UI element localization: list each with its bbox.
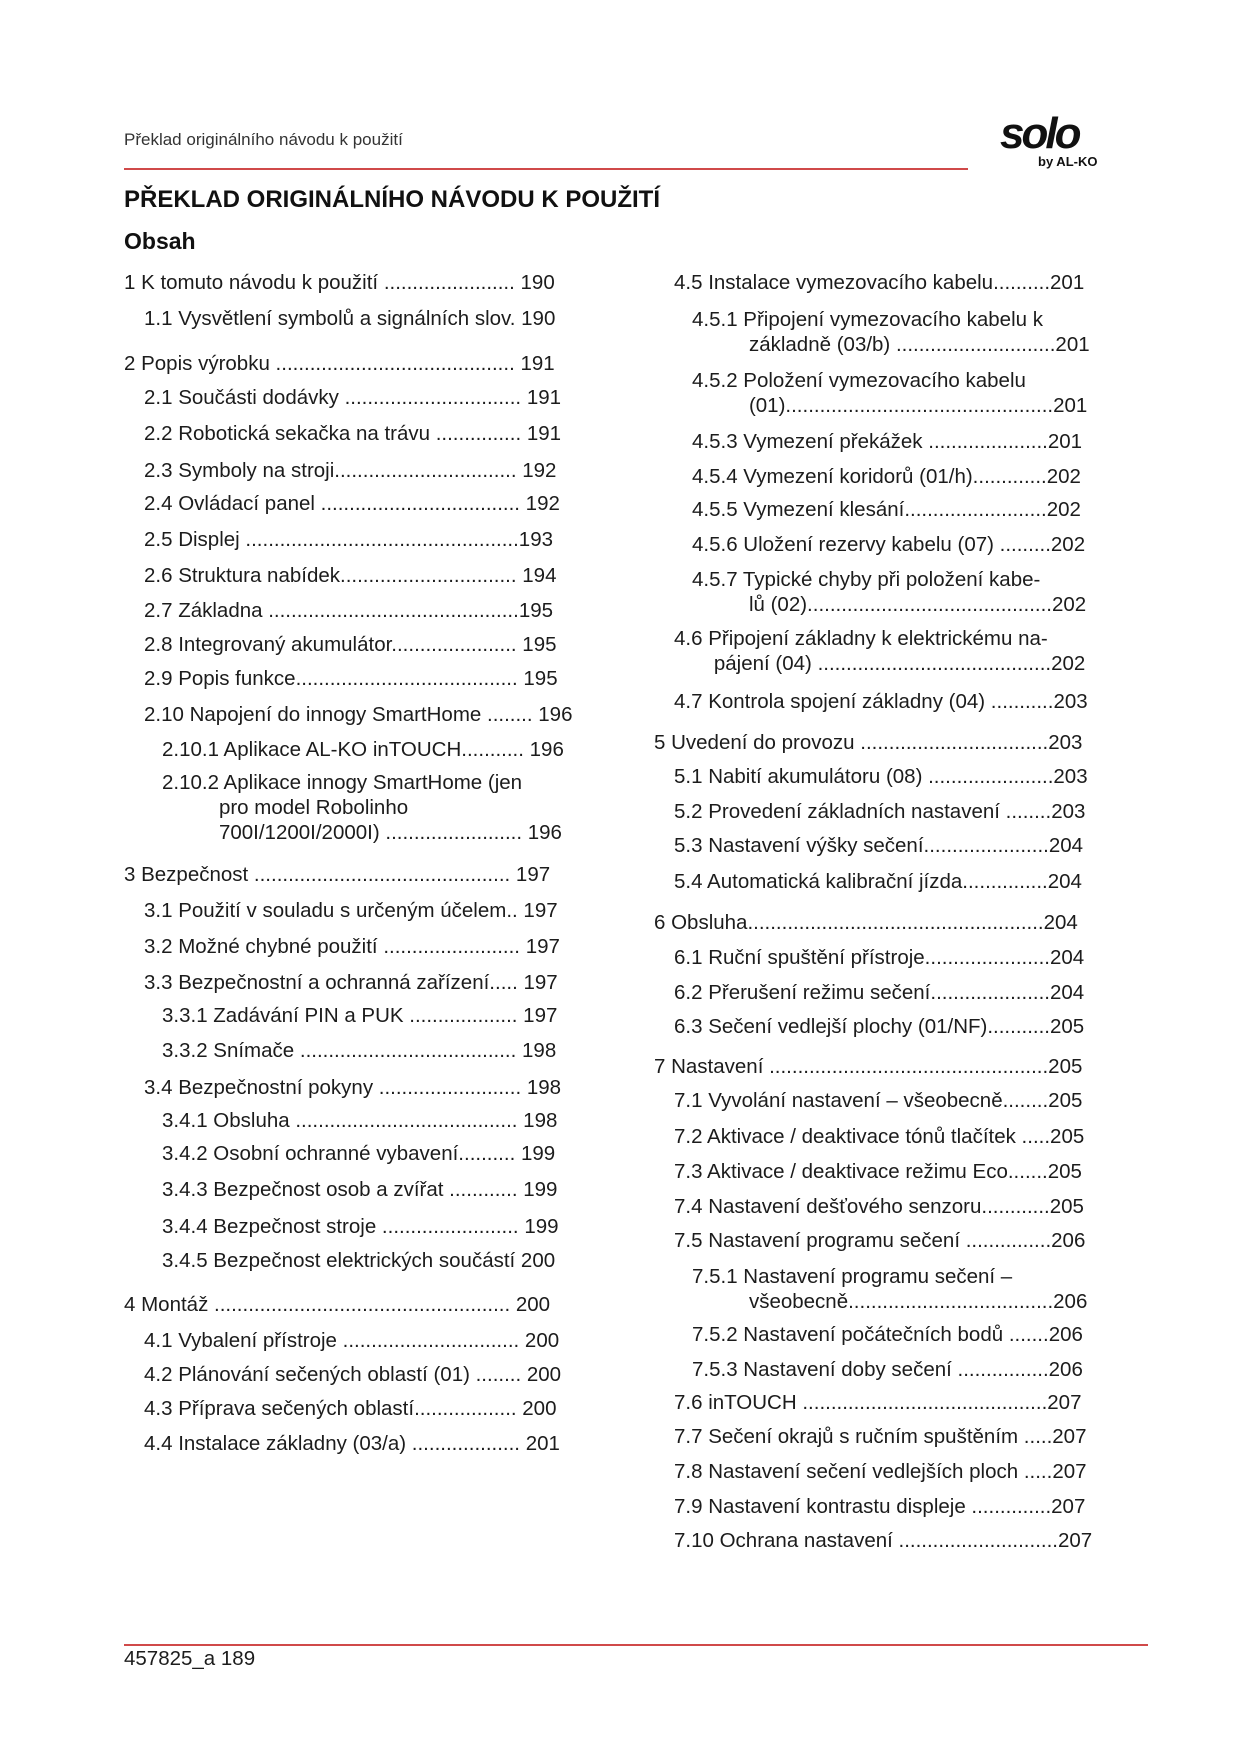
toc-entry-line: 5.2 Provedení základních nastavení ........203 [674,800,1086,823]
toc-entry-line: 7.5.1 Nastavení programu sečení – [692,1265,1013,1288]
footer-divider [124,1644,1148,1646]
toc-entry-line: 2.6 Struktura nabídek............................... 194 [144,564,557,587]
toc-entry-line: pro model Robolinho [162,796,409,819]
toc-entry-line: 6 Obsluha....................................................204 [654,911,1078,934]
toc-entry-line: 4.2 Plánování sečených oblastí (01) ........ 200 [144,1363,562,1386]
toc-entry-line: 3.1 Použití v souladu s určeným účelem.. 197 [144,899,558,922]
toc-entry-line: pájení (04) .........................................202 [674,652,1086,675]
solo-logo [1000,108,1120,174]
toc-entry-line: (01)...............................................201 [692,394,1088,417]
toc-entry-line: 2.7 Základna ............................................195 [144,599,554,622]
toc-entry-line: 3.3.1 Zadávání PIN a PUK ................... 197 [162,1004,558,1027]
toc-entry-line: 7.9 Nastavení kontrastu displeje ..............207 [674,1495,1086,1518]
toc-entry-line: 3.3.2 Snímače ...................................... 198 [162,1039,557,1062]
toc-entry-line: 5.3 Nastavení výšky sečení......................204 [674,834,1084,857]
toc-entry-line: 2.10 Napojení do innogy SmartHome ........ 196 [144,703,573,726]
toc-entry-line: 7.5.3 Nastavení doby sečení ................206 [692,1358,1083,1381]
toc-entry-line: 700I/1200I/2000I) ........................ 196 [162,821,562,844]
toc-entry-line: 4.6 Připojení základny k elektrickému na- [674,627,1048,650]
toc-entry-line: 4.5.3 Vymezení překážek .....................201 [692,430,1083,453]
toc-entry-line: 7.3 Aktivace / deaktivace režimu Eco.......205 [674,1160,1082,1183]
toc-entry-line: základně (03/b) ............................201 [692,333,1090,356]
logo-wordmark: solo [1000,109,1079,158]
toc-entry-line: 4.5.1 Připojení vymezovacího kabelu k [692,308,1043,331]
toc-entry-line: 2.9 Popis funkce....................................... 195 [144,667,558,690]
toc-entry-line: 4.4 Instalace základny (03/a) ................... 201 [144,1432,560,1455]
toc-entry-line: 7.2 Aktivace / deaktivace tónů tlačítek .....205 [674,1125,1085,1148]
toc-entry-line: 3.4.2 Osobní ochranné vybavení.......... 199 [162,1142,556,1165]
toc-entry-line: 2.8 Integrovaný akumulátor...................... 195 [144,633,557,656]
toc-entry-line: 3.4.3 Bezpečnost osob a zvířat ............ 199 [162,1178,558,1201]
toc-entry-line: 6.2 Přerušení režimu sečení.....................204 [674,981,1085,1004]
toc-heading: Obsah [124,228,196,254]
toc-entry-line: 2.5 Displej ................................................193 [144,528,553,551]
document-title: PŘEKLAD ORIGINÁLNÍHO NÁVODU K POUŽITÍ [124,186,661,213]
toc-entry-line: 1.1 Vysvětlení symbolů a signálních slov. 190 [144,307,556,330]
toc-entry-line: 4.1 Vybalení přístroje ............................... 200 [144,1329,560,1352]
toc-entry-line: 4.5 Instalace vymezovacího kabelu..........201 [674,271,1085,294]
toc-entry-line: 4.7 Kontrola spojení základny (04) ...........203 [674,690,1088,713]
toc-entry-line: 2.10.2 Aplikace innogy SmartHome (jen [162,771,523,794]
toc-entry-line: 3.4.1 Obsluha ....................................... 198 [162,1109,558,1132]
toc-entry-line: 2.10.1 Aplikace AL-KO inTOUCH........... 196 [162,738,564,761]
toc-entry-line: 6.3 Sečení vedlejší plochy (01/NF)...........205 [674,1015,1085,1038]
toc-entry-line: 2 Popis výrobku .......................................... 191 [124,352,555,375]
toc-entry-line: 2.4 Ovládací panel ................................... 192 [144,492,560,515]
toc-entry-line: 4.5.2 Položení vymezovacího kabelu [692,369,1026,392]
toc-entry-line: 2.2 Robotická sekačka na trávu ............... 191 [144,422,562,445]
toc-entry-line: 2.1 Součásti dodávky ............................... 191 [144,386,562,409]
toc-entry-line: 3 Bezpečnost ............................................. 197 [124,863,551,886]
toc-entry-line: 4.5.7 Typické chyby při položení kabe- [692,568,1041,591]
toc-entry-line: 3.2 Možné chybné použití ........................ 197 [144,935,560,958]
toc-entry-line: 7 Nastavení .................................................205 [654,1055,1083,1078]
toc-entry-line: 7.4 Nastavení dešťového senzoru............205 [674,1195,1084,1218]
toc-entry-line: 3.4.5 Bezpečnost elektrických součástí 200 [162,1249,556,1272]
toc-entry-line: 5.1 Nabití akumulátoru (08) ......................203 [674,765,1088,788]
toc-entry-line: 7.6 inTOUCH ...........................................207 [674,1391,1082,1414]
toc-entry-line: 2.3 Symboly na stroji................................ 192 [144,459,557,482]
footer-doc-code: 457825_a 189 [124,1647,256,1670]
toc-entry-line: lů (02)...........................................202 [692,593,1087,616]
toc-entry-line: 4.5.5 Vymezení klesání.........................202 [692,498,1081,521]
toc-entry-line: 7.5.2 Nastavení počátečních bodů .......206 [692,1323,1083,1346]
toc-entry-line: 4.3 Příprava sečených oblastí.................. 200 [144,1397,557,1420]
header-subtitle: Překlad originálního návodu k použití [124,130,403,149]
toc-entry-line: 3.3 Bezpečnostní a ochranná zařízení..... 197 [144,971,558,994]
toc-entry-line: 7.1 Vyvolání nastavení – všeobecně........205 [674,1089,1083,1112]
toc-entry-line: 7.7 Sečení okrajů s ručním spuštěním .....207 [674,1425,1087,1448]
logo-sub: by AL-KO [1038,154,1098,169]
toc-entry-line: 7.5 Nastavení programu sečení ...............206 [674,1229,1086,1252]
toc-entry-line: 4 Montáž .................................................... 200 [124,1293,551,1316]
toc-entry-line: 7.10 Ochrana nastavení ............................207 [674,1529,1093,1552]
toc-entry-line: 4.5.4 Vymezení koridorů (01/h).............202 [692,465,1081,488]
toc-entry-line: 1 K tomuto návodu k použití ....................... 190 [124,271,555,294]
toc-entry-line: všeobecně....................................206 [692,1290,1088,1313]
header-divider [124,168,968,170]
toc-entry-line: 5 Uvedení do provozu .................................203 [654,731,1083,754]
toc-entry-line: 4.5.6 Uložení rezervy kabelu (07) .........202 [692,533,1086,556]
toc-entry-line: 5.4 Automatická kalibrační jízda...............204 [674,870,1082,893]
toc-entry-line: 3.4 Bezpečnostní pokyny ......................... 198 [144,1076,562,1099]
toc-entry-line: 3.4.4 Bezpečnost stroje ........................ 199 [162,1215,559,1238]
toc-entry-line: 6.1 Ruční spuštění přístroje......................204 [674,946,1085,969]
toc-entry-line: 7.8 Nastavení sečení vedlejších ploch .....207 [674,1460,1087,1483]
